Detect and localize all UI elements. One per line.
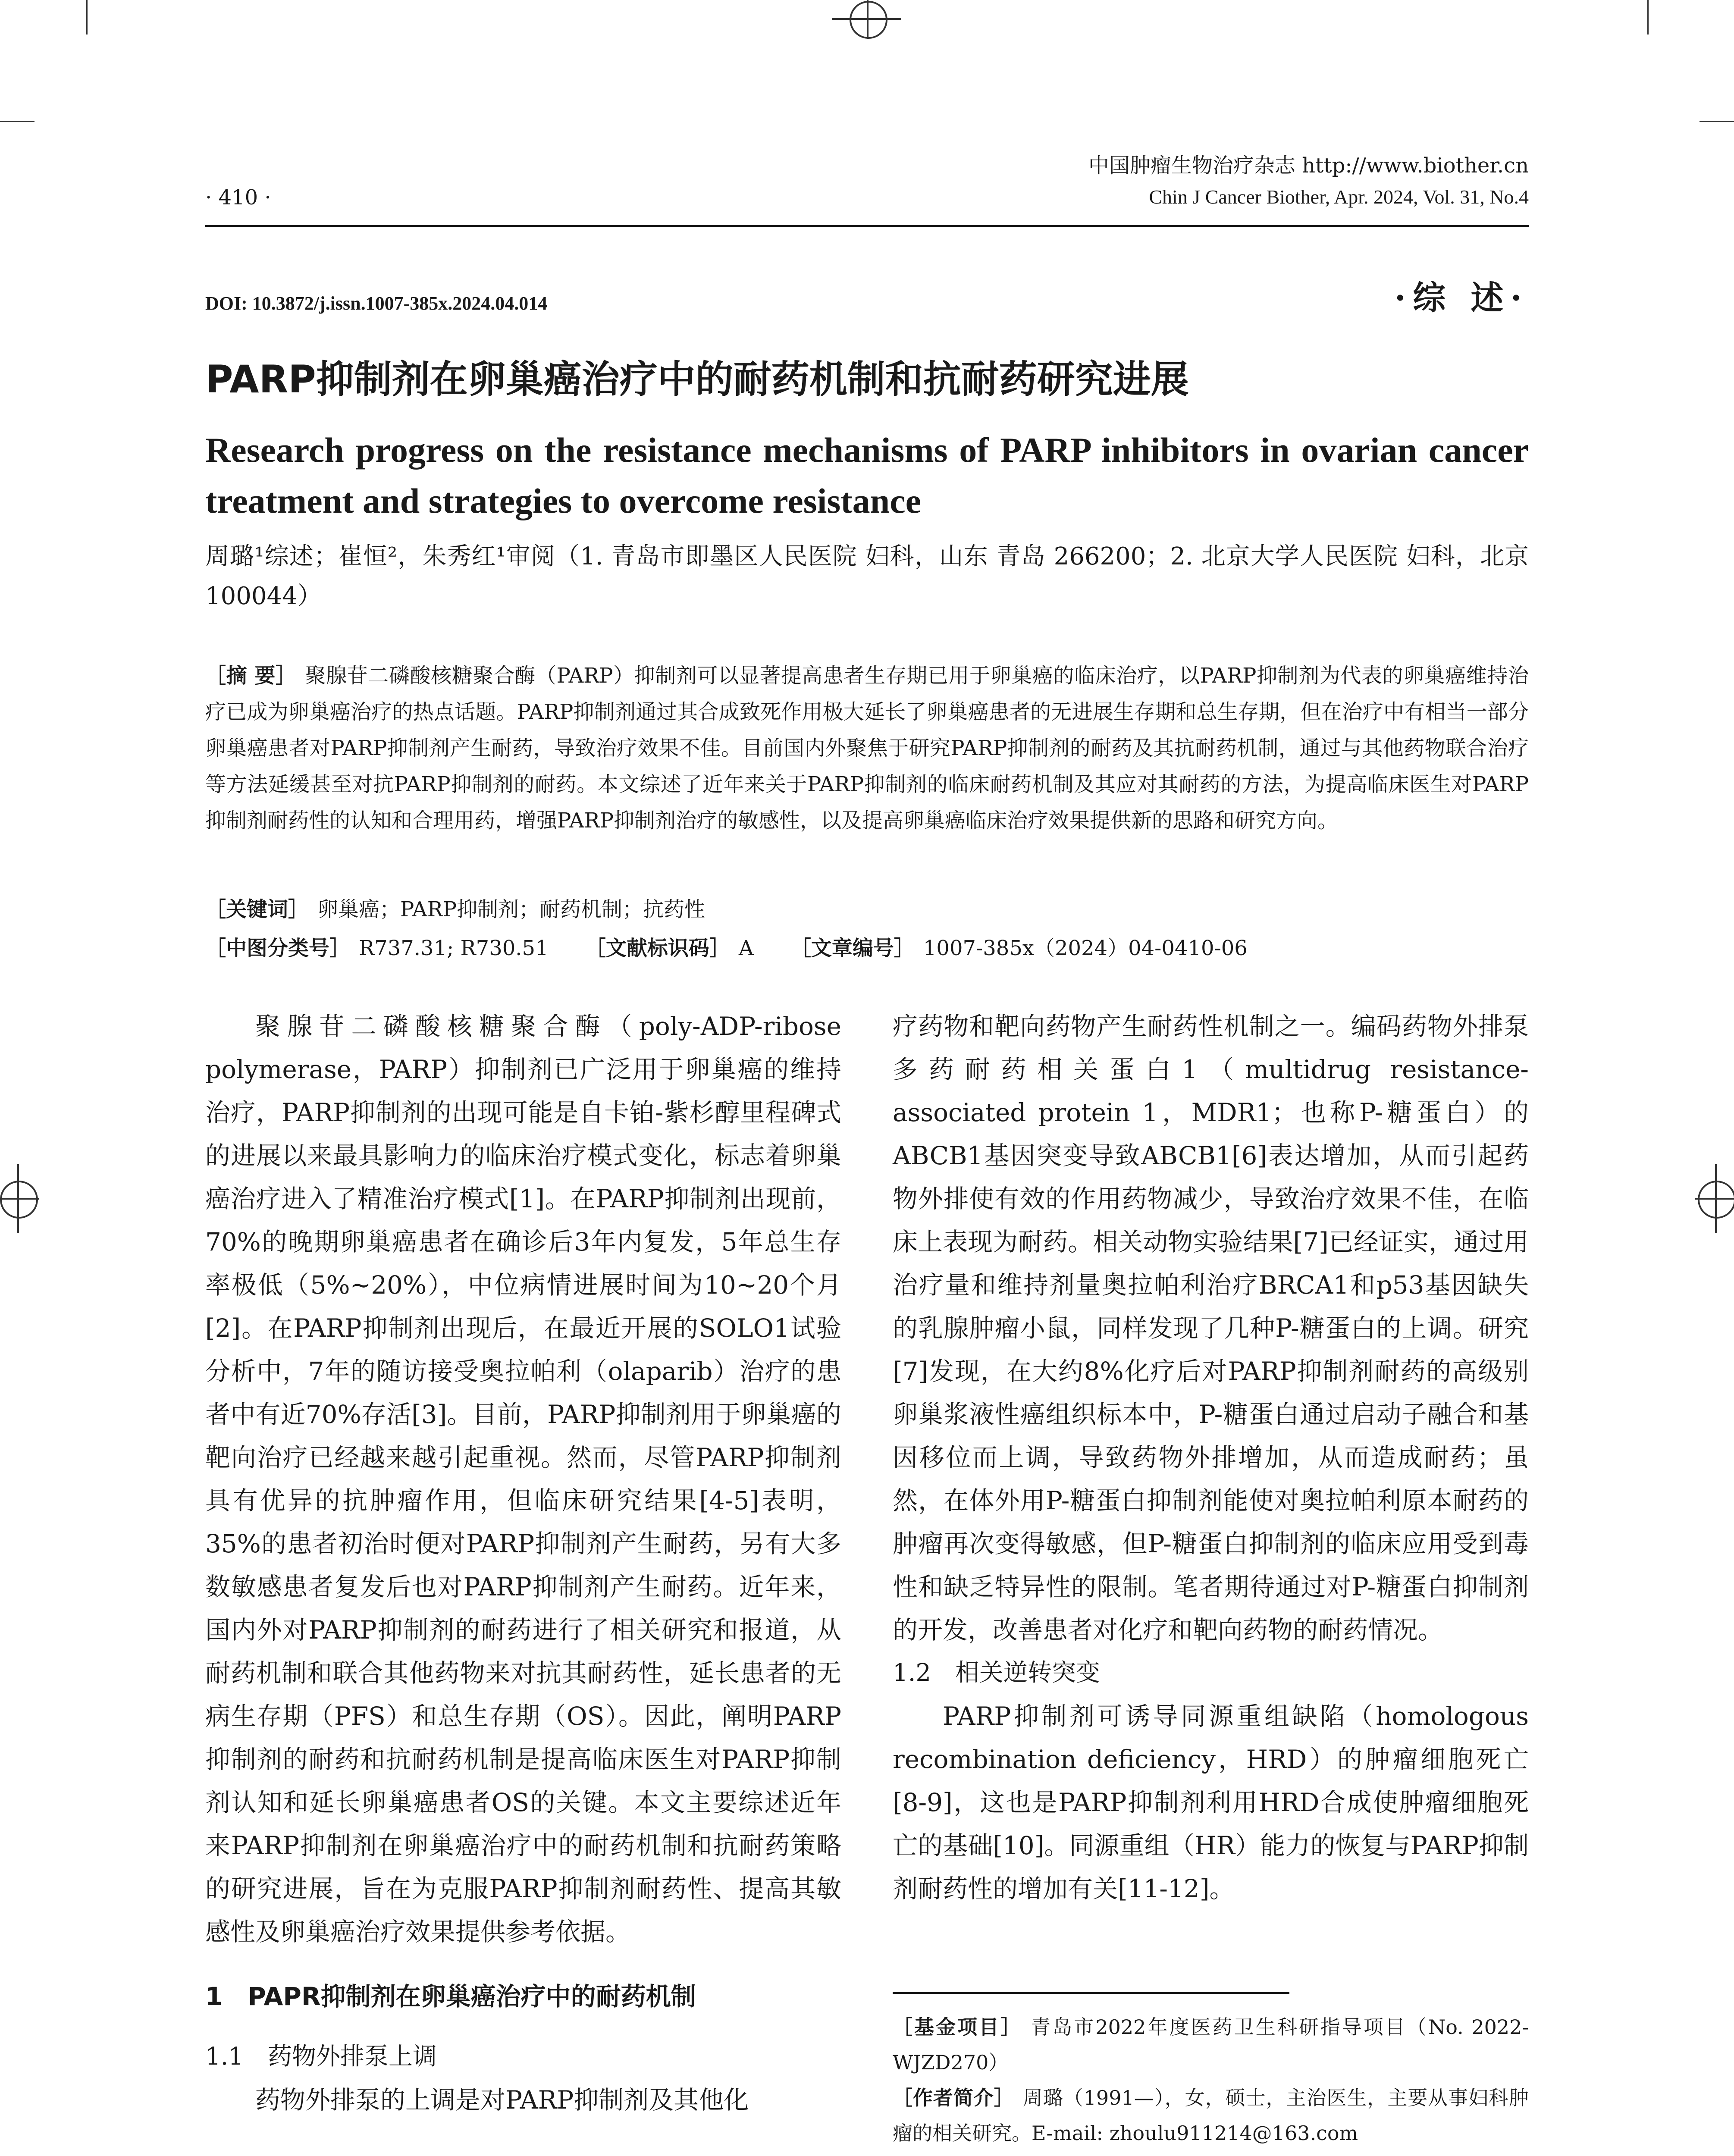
fund-text: 青岛市2022年度医药卫生科研指导项目（No. 2022-WJZD270） bbox=[893, 2015, 1529, 2074]
body-paragraph: PARP抑制剂可诱导同源重组缺陷（homologous recombination deficiency，HRD）的肿瘤细胞死亡[8-9]，这也是PARP抑制剂利用HRD合成使肿瘤细胞死亡的基础[10]。同源重组（HR）能力的恢复与PARP抑制剂耐药性的增加有关[11-12]。 bbox=[893, 1702, 1529, 1903]
citation-header: Chin J Cancer Biother, Apr. 2024, Vol. 31, No.4 bbox=[1149, 186, 1529, 208]
authors-affiliations: 周璐¹综述；崔恒²，朱秀红¹审阅（1. 青岛市即墨区人民医院 妇科，山东 青岛 266200；2. 北京大学人民医院 妇科，北京 100044） bbox=[205, 542, 1529, 610]
keywords-label: ［关键词］ bbox=[205, 897, 309, 921]
title-chinese: PARP抑制剂在卵巢癌治疗中的耐药机制和抗耐药研究进展 bbox=[205, 357, 1189, 401]
classification-line bbox=[205, 931, 1278, 961]
section-heading: 1 PAPR抑制剂在卵巢癌治疗中的耐药机制 bbox=[205, 1982, 696, 2011]
crop-mark bbox=[1700, 121, 1734, 122]
clc-value: R737.31; R730.51 bbox=[359, 936, 549, 960]
subsection-heading: 1.2 相关逆转突变 bbox=[893, 1659, 1101, 1687]
article-number-value: 1007-385x（2024）04-0410-06 bbox=[923, 936, 1248, 960]
body-paragraph: 聚腺苷二磷酸核糖聚合酶（poly-ADP-ribose polymerase，PARP）抑制剂已广泛用于卵巢癌的维持治疗，PARP抑制剂的出现可能是自卡铂-紫杉醇里程碑式的进展以来最具影响力的临床治疗模式变化，标志着卵巢癌治疗进入了精准治疗模式[1]。在PARP抑制剂出现前，70%的晚期卵巢癌患者在确诊后3年内复发，5年总生存率极低（5%~20%），中位病情进展时间为10~20个月[2]。在PARP抑制剂出现后，在最近开展的SOLO1试验分析中，7年的随访接受奥拉帕利（olaparib）治疗的患者中有近70%存活[3]。目前，PARP抑制剂用于卵巢癌的靶向治疗已经越来越引起重视。然而，尽管PARP抑制剂具有优异的抗肿瘤作用，但临床研究结果[4-5]表明，35%的患者初治时便对PARP抑制剂产生耐药，另有大多数敏感患者复发后也对PARP抑制剂产生耐药。近年来，国内外对PARP抑制剂的耐药进行了相关研究和报道，从耐药机制和联合其他药物来对抗其耐药性，延长患者的无病生存期（PFS）和总生存期（OS）。因此，阐明PARP抑制剂的耐药和抗耐药机制是提高临床医生对PARP抑制剂认知和延长卵巢癌患者OS的关键。本文主要综述近年来PARP抑制剂在卵巢癌治疗中的耐药机制和抗耐药策略的研究进展，旨在为克服PARP抑制剂耐药性、提高其敏感性及卵巢癌治疗效果提供参考依据。 bbox=[205, 1012, 841, 1946]
keywords bbox=[205, 893, 705, 922]
author-label: ［作者简介］ bbox=[893, 2086, 1014, 2109]
subsection-heading: 1.1 药物外排泵上调 bbox=[205, 2043, 437, 2071]
crop-mark bbox=[0, 121, 34, 122]
abstract bbox=[205, 658, 1529, 839]
journal-header: 中国肿瘤生物治疗杂志 http://www.biother.cn bbox=[1088, 154, 1529, 178]
author-text: 周璐（1991—），女，硕士，主治医生，主要从事妇科肿瘤的相关研究。E-mail: zhoulu911214@163.com bbox=[893, 2086, 1529, 2145]
doc-code-label: ［文献标识码］ bbox=[585, 936, 730, 960]
body-paragraph: 疗药物和靶向药物产生耐药性机制之一。编码药物外排泵多药耐药相关蛋白1（multidrug resistance-associated protein 1，MDR1；也称P-糖蛋白）的ABCB1基因突变导致ABCB1[6]表达增加，从而引起药物外排使有效的作用药物减少，导致治疗效果不佳，在临床上表现为耐药。相关动物实验结果[7]已经证实，通过用治疗量和维持剂量奥拉帕利治疗BRCA1和p53基因缺失的乳腺肿瘤小鼠，同样发现了几种P-糖蛋白的上调。研究[7]发现，在大约8%化疗后对PARP抑制剂耐药的高级别卵巢浆液性癌组织标本中，P-糖蛋白通过启动子融合和基因移位而上调，导致药物外排增加，从而造成耐药；虽然，在体外用P-糖蛋白抑制剂能使对奥拉帕利原本耐药的肿瘤再次变得敏感，但P-糖蛋白抑制剂的临床应用受到毒性和缺乏特异性的限制。笔者期待通过对P-糖蛋白抑制剂的开发，改善患者对化疗和靶向药物的耐药情况。 bbox=[893, 1012, 1529, 1645]
body-column-left bbox=[205, 1005, 841, 2122]
body-paragraph: 药物外排泵的上调是对PARP抑制剂及其他化 bbox=[255, 2085, 749, 2115]
header-rule bbox=[205, 225, 1529, 227]
body-column-right bbox=[893, 1005, 1529, 1910]
crop-mark bbox=[1647, 0, 1649, 34]
section-tag: ·综 述· bbox=[1394, 279, 1529, 317]
author-footnote bbox=[893, 2080, 1529, 2151]
doi: DOI: 10.3872/j.issn.1007-385x.2024.04.014 bbox=[205, 293, 548, 314]
article-number-label: ［文章编号］ bbox=[790, 936, 915, 960]
page-number: · 410 · bbox=[205, 185, 271, 210]
abstract-text: 聚腺苷二磷酸核糖聚合酶（PARP）抑制剂可以显著提高患者生存期已用于卵巢癌的临床治疗，以PARP抑制剂为代表的卵巢癌维持治疗已成为卵巢癌治疗的热点话题。PARP抑制剂通过其合成致死作用极大延长了卵巢癌患者的无进展生存期和总生存期，但在治疗中有相当一部分卵巢癌患者对PARP抑制剂产生耐药，导致治疗效果不佳。目前国内外聚焦于研究PARP抑制剂的耐药及其抗耐药机制，通过与其他药物联合治疗等方法延缓甚至对抗PARP抑制剂的耐药。本文综述了近年来关于PARP抑制剂的临床耐药机制及其应对其耐药的方法，为提高临床医生对PARP抑制剂耐药性的认知和合理用药，增强PARP抑制剂治疗的敏感性，以及提高卵巢癌临床治疗效果提供新的思路和研究方向。 bbox=[205, 664, 1529, 833]
crop-mark bbox=[86, 0, 88, 34]
title-english: Research progress on the resistance mechanisms of PARP inhibitors in ovarian cancer treatment and strategies to overcome resistance bbox=[205, 430, 1529, 520]
fund-footnote bbox=[893, 2009, 1529, 2080]
doc-code-value: A bbox=[738, 936, 754, 960]
corresponding-footnote bbox=[893, 2151, 1529, 2156]
footnotes bbox=[893, 2009, 1529, 2156]
abstract-label: ［摘 要］ bbox=[205, 664, 297, 688]
fund-label: ［基金项目］ bbox=[893, 2015, 1022, 2039]
footnote-rule bbox=[893, 1992, 1289, 1994]
clc-label: ［中图分类号］ bbox=[205, 936, 351, 960]
keywords-text: 卵巢癌；PARP抑制剂；耐药机制；抗药性 bbox=[317, 897, 706, 921]
